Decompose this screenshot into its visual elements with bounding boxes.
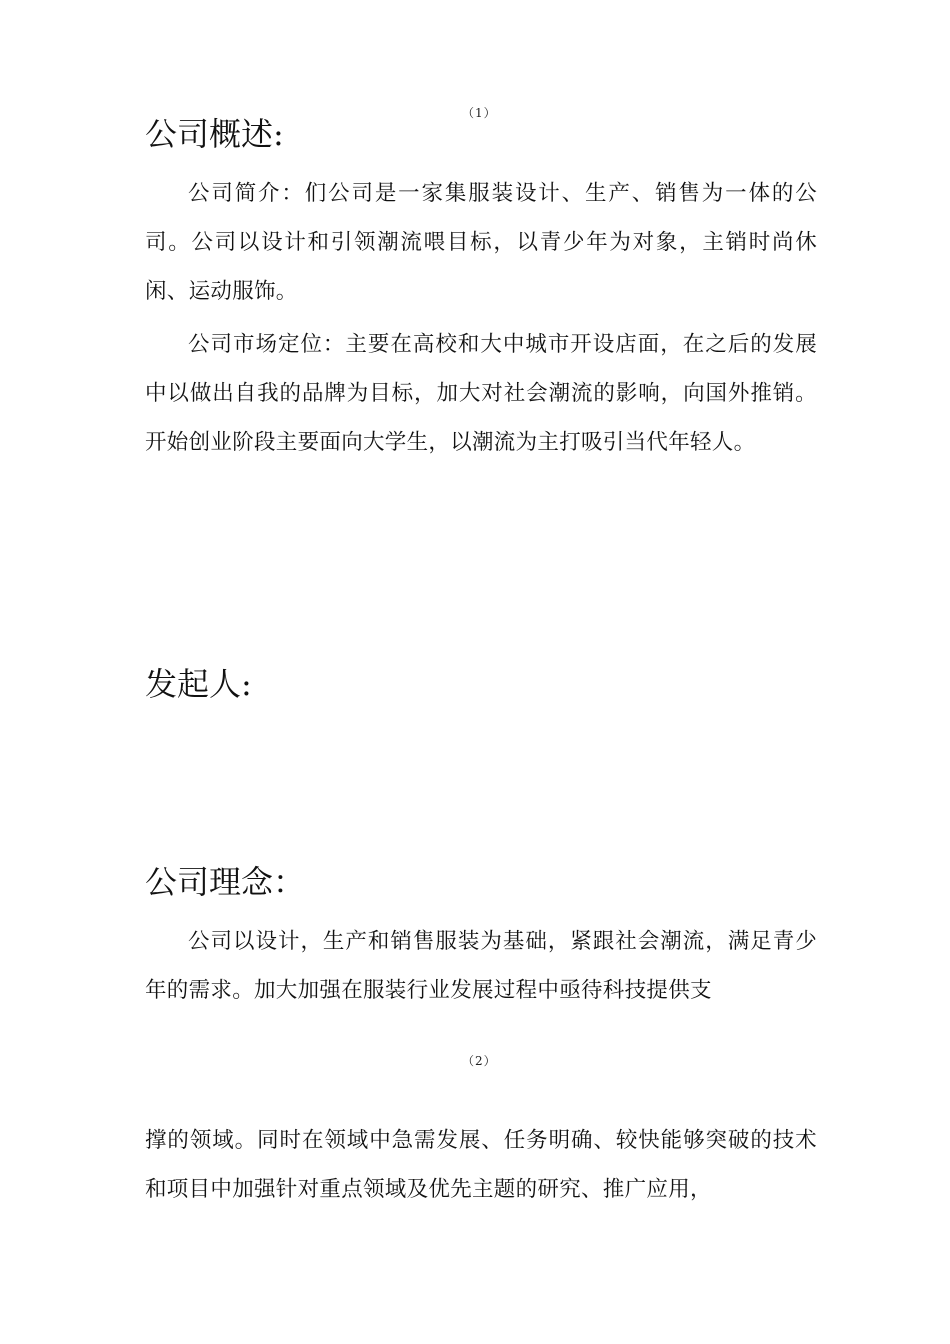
founder-heading: 发起人:: [145, 665, 252, 703]
philosophy-paragraph-part1: 公司以设计，生产和销售服装为基础，紧跟社会潮流，满足青少年的需求。加大加强在服装行业发展过程中亟待科技提供支: [145, 929, 817, 1003]
philosophy-paragraph-part2: 撑的领域。同时在领域中急需发展、任务明确、较快能够突破的技术和项目中加强针对重点领域及优先主题的研究、推广应用，: [145, 1128, 817, 1202]
page-number-2: （2）: [462, 1054, 497, 1068]
page-number-1: （1）: [462, 106, 497, 120]
overview-heading: 公司概述:: [145, 115, 284, 153]
overview-paragraph-market: 公司市场定位：主要在高校和大中城市开设店面，在之后的发展中以做出自我的品牌为目标，加大对社会潮流的影响，向国外推销。开始创业阶段主要面向大学生，以潮流为主打吸引当代年轻人。: [145, 332, 817, 455]
philosophy-heading: 公司理念：: [145, 863, 306, 901]
overview-paragraph-intro: 公司简介：们公司是一家集服装设计、生产、销售为一体的公司。公司以设计和引领潮流喂目标，以青少年为对象，主销时尚休闲、运动服饰。: [145, 181, 817, 304]
